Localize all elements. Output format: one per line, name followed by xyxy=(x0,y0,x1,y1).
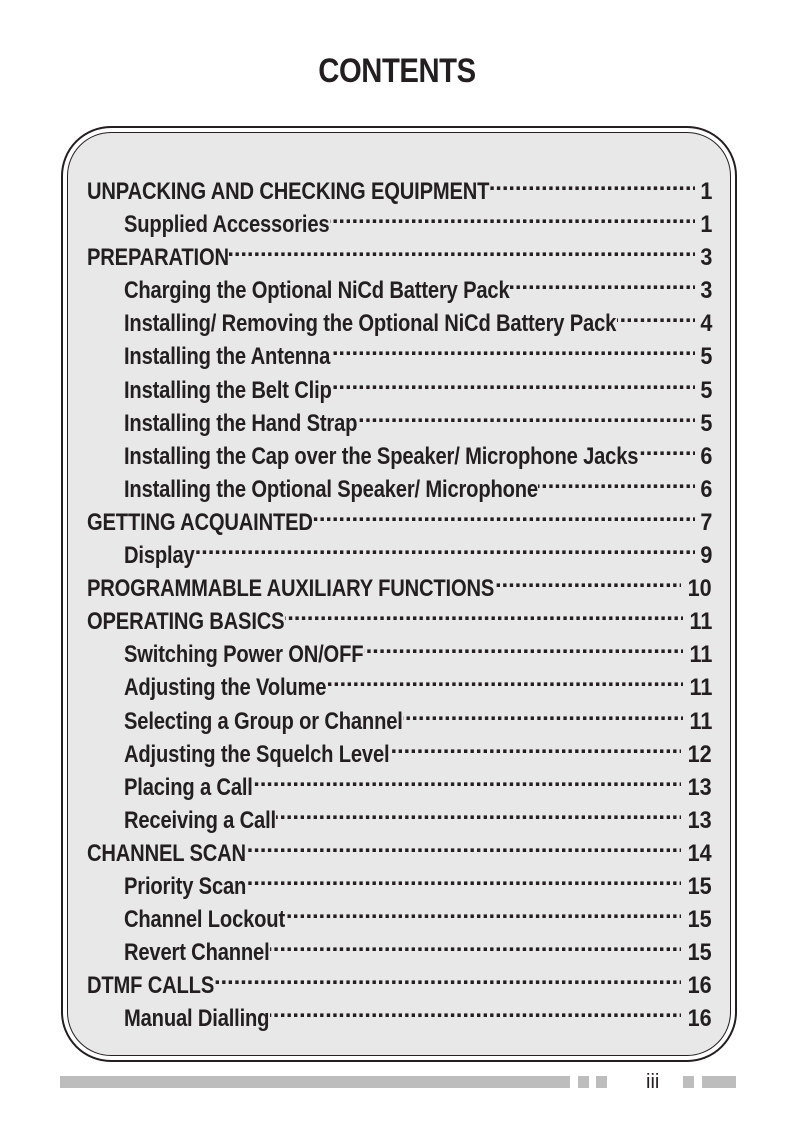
toc-entry-page: 5 xyxy=(699,376,712,404)
toc-entry-label: Display xyxy=(124,542,195,570)
footer-square xyxy=(596,1076,607,1088)
footer-bar xyxy=(60,1076,570,1088)
toc-dot-leader xyxy=(617,298,695,331)
toc-dot-leader xyxy=(247,861,681,894)
toc-entry-page: 15 xyxy=(687,906,712,934)
toc-dot-leader xyxy=(270,927,681,960)
toc-entry-label: DTMF CALLS xyxy=(87,972,215,1000)
toc-entry-page: 4 xyxy=(699,310,712,338)
toc-dot-leader xyxy=(490,166,695,199)
page-number: iii xyxy=(646,1071,660,1093)
toc-entry-page: 15 xyxy=(687,939,712,967)
toc-entry-page: 1 xyxy=(699,178,712,205)
toc-entry-label: Placing a Call xyxy=(124,773,253,801)
toc-entry-page: 7 xyxy=(699,508,712,536)
toc-entry-label: Installing the Optional Speaker/ Microphone xyxy=(124,475,538,503)
footer-bar-end xyxy=(702,1076,736,1088)
toc-dot-leader xyxy=(538,464,695,497)
toc-entry-page: 12 xyxy=(687,740,712,768)
toc-entry-label: Adjusting the Squelch Level xyxy=(124,740,390,768)
toc-entry-label: Receiving a Call xyxy=(124,806,276,834)
toc-entry-page: 13 xyxy=(687,806,712,834)
toc-entry-page: 6 xyxy=(699,475,712,503)
toc-entry-label: GETTING ACQUAINTED xyxy=(87,508,313,536)
toc-entry-page: 10 xyxy=(687,575,712,603)
toc-entry-page: 9 xyxy=(699,542,712,570)
toc-dot-leader xyxy=(327,662,683,695)
toc-entry-label: Selecting a Group or Channel xyxy=(124,707,403,735)
footer-square xyxy=(578,1076,589,1088)
toc-entry-label: Charging the Optional NiCd Battery Pack xyxy=(124,277,510,305)
toc-entry-label: Installing the Belt Clip xyxy=(124,376,332,404)
toc-entry-label: PREPARATION xyxy=(87,244,229,272)
toc-entry-label: UNPACKING AND CHECKING EQUIPMENT xyxy=(87,178,490,205)
toc-entry-page: 11 xyxy=(689,707,712,735)
toc-entry-page: 11 xyxy=(689,641,712,669)
toc-dot-leader xyxy=(246,828,681,861)
page-title: CONTENTS xyxy=(318,52,476,90)
toc-dot-leader xyxy=(285,596,683,629)
toc-entry-page: 15 xyxy=(687,872,712,900)
toc-entry-page: 5 xyxy=(699,409,712,437)
toc-entry-page: 16 xyxy=(687,972,712,1000)
toc-entry-label: Manual Dialling xyxy=(124,1005,270,1033)
toc-dot-leader xyxy=(330,199,695,232)
toc-dot-leader xyxy=(229,232,695,265)
toc-entry-page: 13 xyxy=(687,773,712,801)
toc-entry-label: OPERATING BASICS xyxy=(87,608,285,636)
toc-entry-page: 11 xyxy=(689,608,712,636)
toc-entry-label: Channel Lockout xyxy=(124,906,286,934)
toc-dot-leader xyxy=(270,993,681,1026)
toc-entry-label: Installing the Cap over the Speaker/ Microphone Jacks xyxy=(124,442,639,470)
toc-entry-page: 6 xyxy=(699,442,712,470)
toc-entry-page: 3 xyxy=(699,277,712,305)
toc-entry-page: 11 xyxy=(689,674,712,702)
toc-dot-leader xyxy=(390,729,681,762)
toc-dot-leader xyxy=(332,365,695,398)
toc-dot-leader xyxy=(403,696,683,729)
toc-dot-leader xyxy=(195,530,695,563)
toc-dot-leader xyxy=(215,960,681,993)
toc-dot-leader xyxy=(510,265,695,298)
table-of-contents xyxy=(87,166,712,1033)
toc-entry-label: Installing/ Removing the Optional NiCd Battery Pack xyxy=(124,310,617,338)
toc-entry[interactable] xyxy=(87,166,712,205)
toc-dot-leader xyxy=(286,894,681,927)
toc-dot-leader xyxy=(495,563,681,596)
toc-entry-label: PROGRAMMABLE AUXILIARY FUNCTIONS xyxy=(87,575,495,603)
toc-entry-page: 1 xyxy=(699,211,712,239)
toc-dot-leader xyxy=(253,762,681,795)
toc-dot-leader xyxy=(313,497,695,530)
toc-entry-page: 5 xyxy=(699,343,712,371)
toc-entry-label: Switching Power ON/OFF xyxy=(124,641,364,669)
toc-entry-label: Revert Channel xyxy=(124,939,270,967)
toc-entry-label: Adjusting the Volume xyxy=(124,674,327,702)
toc-entry-label: CHANNEL SCAN xyxy=(87,839,246,867)
toc-entry-page: 3 xyxy=(699,244,712,272)
toc-dot-leader xyxy=(276,795,681,828)
footer-square xyxy=(683,1076,694,1088)
toc-entry-label: Installing the Antenna xyxy=(124,343,331,371)
toc-entry-page: 16 xyxy=(687,1005,712,1033)
toc-entry-page: 14 xyxy=(687,839,712,867)
toc-dot-leader xyxy=(358,398,695,431)
toc-dot-leader xyxy=(331,331,695,364)
toc-entry-label: Supplied Accessories xyxy=(124,211,330,239)
toc-entry-label: Priority Scan xyxy=(124,872,247,900)
toc-entry-label: Installing the Hand Strap xyxy=(124,409,358,437)
toc-dot-leader xyxy=(364,629,683,662)
toc-dot-leader xyxy=(639,431,695,464)
